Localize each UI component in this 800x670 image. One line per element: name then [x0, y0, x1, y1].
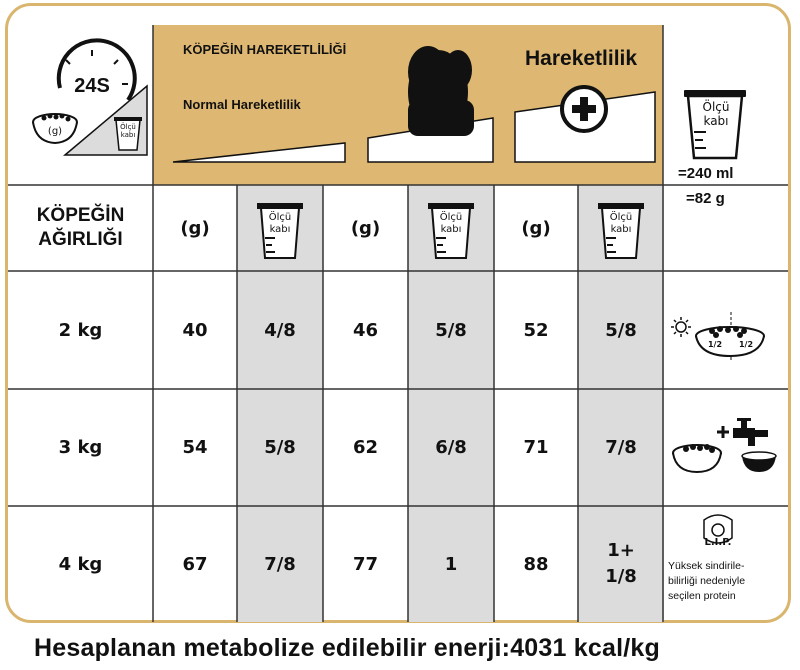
table-cell: 62	[352, 437, 379, 458]
col-header-grams-1: (g)	[180, 217, 210, 239]
sun-icon	[671, 317, 691, 337]
cup-weight: =82 g	[686, 190, 725, 207]
weight-header-line1: KÖPEĞİN	[36, 205, 125, 226]
lip-note-line3: seçilen protein	[668, 590, 736, 602]
half-right-label: 1/2	[738, 340, 754, 349]
table-cell: 67	[182, 553, 208, 575]
water-tap-icon	[733, 418, 768, 446]
small-cup-label-1: Ölçü	[120, 123, 136, 131]
moon-icon	[767, 318, 776, 336]
table-cell: 71	[523, 437, 549, 458]
table-cell: 77	[352, 553, 379, 575]
table-cell: 5/8	[605, 319, 637, 341]
large-cup-label-1: Ölçü	[702, 100, 730, 114]
lip-note-line1: Yüksek sindirile-	[668, 560, 745, 572]
table-cell: 52	[523, 319, 549, 341]
col-cup-label-2a: Ölçü	[439, 212, 463, 223]
food-bowl-icon	[673, 444, 721, 472]
table-cell: 1+ 1/8	[605, 540, 637, 587]
table-cell: 7/8	[605, 437, 637, 458]
table-cell: 46	[352, 319, 379, 341]
table-cell: 40	[182, 319, 208, 341]
lip-note-line2: bilirliği nedeniyle	[668, 575, 746, 587]
col-header-grams-2: (g)	[350, 217, 381, 239]
row-weight: 4 kg	[58, 553, 103, 575]
energy-footer: Hesaplanan metabolize edilebilir enerji:4031 kcal/kg	[34, 634, 660, 662]
plus-circle-icon	[562, 87, 606, 131]
large-cup-label-2: kabı	[703, 114, 729, 128]
col-header-grams-3: (g)	[521, 217, 551, 239]
table-cell: 1	[444, 553, 458, 575]
row-weight: 2 kg	[58, 319, 103, 341]
timer-label: 24S	[74, 75, 110, 97]
table-cell: 6/8	[435, 437, 467, 458]
mobility-title: KÖPEĞİN HAREKETLİLİĞİ	[183, 42, 347, 57]
col-cup-label-2b: kabı	[440, 224, 462, 235]
normal-mobility-label: Normal Hareketlilik	[183, 97, 301, 112]
small-cup-label-2: kabı	[120, 131, 136, 139]
table-cell: 5/8	[435, 319, 467, 341]
table-cell: 5/8	[264, 437, 296, 458]
plus-sign-icon	[717, 426, 729, 438]
bowl-unit-label: (g)	[47, 126, 63, 137]
col-cup-label-3b: kabı	[610, 224, 632, 235]
weight-header	[8, 185, 153, 271]
weight-header-line2: AĞIRLIĞI	[38, 229, 123, 250]
table-cell: 88	[523, 553, 549, 575]
half-left-label: 1/2	[707, 340, 723, 349]
table-cell: 54	[182, 437, 208, 458]
lip-badge-text: L.I.P.	[704, 537, 732, 548]
water-bowl-icon	[742, 452, 776, 472]
table-cell: 4/8	[264, 319, 296, 341]
table-cell: 7/8	[264, 553, 296, 575]
col-cup-label-3a: Ölçü	[609, 212, 633, 223]
cup-volume: =240 ml	[678, 165, 734, 182]
row-weight: 3 kg	[58, 437, 103, 458]
col-cup-label-1b: kabı	[269, 224, 291, 235]
col-cup-label-1a: Ölçü	[268, 212, 292, 223]
high-mobility-label: Hareketlilik	[525, 47, 638, 70]
dog-silhouette-icon	[408, 46, 474, 136]
